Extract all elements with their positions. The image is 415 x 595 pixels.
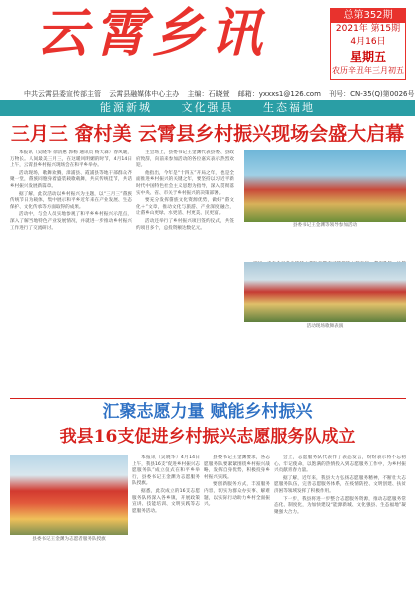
article2-subhead: 汇聚志愿力量 赋能乡村振兴 [102,402,313,422]
paragraph: 他指出，今年是“十四五”开局之年，也是全面推进乡村振兴的关键之年，要坚持以习近平新时代中国特色社会主义思想为指导，深入贯彻落实中央、省、市关于乡村振兴的决策部署。 [136,170,234,196]
issue-year-line: 2021年 第15期 [335,24,401,34]
article2-column-d [132,455,200,590]
paragraph: 要创新服务方式，丰富服务内容，切实为群众办实事、解难题，以实际行动助力乡村全面振兴。 [204,482,270,508]
photo-caption: 活动现场歌舞表演 [306,324,344,329]
slogan-bar [0,100,415,116]
article1-headline: 三月三 畲村美 云霄县乡村振兴现场会盛大启幕 [10,123,405,145]
article2-column-f [274,455,406,590]
issue-info-box [330,8,406,80]
publisher-text: 云霄县融媒体中心主办 [109,90,180,98]
paragraph: 下一步，我县将进一步整合志愿服务资源，推动志愿服务常态化、制度化，为加快建设“能源新城、文化强县、生态福地”凝聚强大合力。 [274,496,406,515]
paragraph: 要充分发挥畲族文化资源优势，做好“畲文化＋”文章，推动文化与旅游、产业深度融合，让畲乡山更绿、水更清、村更美、民更富。 [136,198,234,217]
photo-dance-performance [244,262,406,322]
paragraph: 活动中，与会人员实地参观了和平乡乡村振兴示范点，深入了解当地特色产业发展情况，并就进一步推动乡村振兴工作进行了交流研讨。 [10,212,132,231]
photo-caption: 县委书记王金渊等领导参加活动 [292,223,358,228]
slogan-item: 文化强县 [181,101,234,114]
article1-column-b [136,150,234,350]
paragraph: 县委书记王金渊要求，各志愿服务队要紧紧围绕乡村振兴战略，发挥自身优势，积极投身乡村振兴实践。 [204,455,270,480]
sponsor-text: 中共云霄县委宣传部主管 [24,90,101,98]
paragraph: 主会场上，县委书记王金渊代表县委、县政府致辞，向前来参加活动的各位嘉宾表示热烈欢迎。 [136,150,234,169]
article2-headline: 我县16支促进乡村振兴志愿服务队成立 [59,427,356,447]
publication-info-line [24,88,415,100]
paragraph: 活动还举行了乡村振兴项目签约仪式，共签约项目多个，总投资额达数亿元。 [136,218,234,231]
masthead [0,0,415,88]
paragraph: 据了解，近年来，我县大力弘扬志愿服务精神，不断壮大志愿服务队伍，完善志愿服务体系，在疫情防控、文明创建、扶贫济困等领域发挥了积极作用。 [274,475,406,494]
paragraph: 据了解，此次活动以乡村振兴为主题，以“三月三”畲族传统节日为载体，集中展示和平乡近年来在产业发展、生态保护、文化传承等方面取得的成果。 [10,191,132,210]
slogan-item: 生态福地 [263,101,315,114]
paragraph: 会上，志愿服务队代表作了表态发言，纷纷表示将不忘初心、牢记使命，以饱满的热情投入到志愿服务工作中，为乡村振兴贡献青春力量。 [274,455,406,474]
paragraph: 本报讯（吴晓华 徐清惠 郭杨 通讯员 杨天森）春风暖，万物长。人间最美三月三，在这暖风明媚的时节，4月14日上午，云霄县乡村振兴现场会在和平乡举办。 [10,150,132,169]
article2-column-e [204,455,270,590]
publication-number: 刊号：CN-35(Q)第0026号 [329,90,415,98]
photo-caption: 县委书记王金渊为志愿者服务队授旗 [32,537,106,542]
issue-total: 总第352期 [331,9,405,23]
issue-lunar-date: 农历辛丑年三月初五 [332,66,404,75]
photo-volunteer-team [10,455,128,535]
slogan-item: 能源新城 [100,101,152,114]
paragraph: 本报讯（吴晓华）4月14日上午，我县16支“促进乡村振兴志愿服务队”成立仪式在和平乡举行，县委书记王金渊为志愿服务队授旗。 [132,455,200,487]
paragraph: 活动现场，歌舞欢腾，漳浦县、霞浦县等地干部群众齐聚一堂，畲族同胞身着盛装载歌载舞，共庆传统佳节，共话乡村振兴发展新篇章。 [10,170,132,189]
issue-date: 4月16日 [350,37,386,47]
paragraph: 据悉，此次成立的16支志愿服务队将深入各乡镇，开展政策宣讲、技能培训、文明实践等志愿服务活动。 [132,488,200,514]
email-text: 邮箱：yxxxs1@126.com [237,90,321,98]
photo-event-leaders [244,150,406,222]
issue-weekday: 星期五 [349,50,386,64]
newspaper-title: 云霄乡讯 [36,3,269,64]
section-divider [10,398,406,399]
article1-column-a [10,150,132,350]
editor-text: 主编：石晓萱 [187,90,230,98]
